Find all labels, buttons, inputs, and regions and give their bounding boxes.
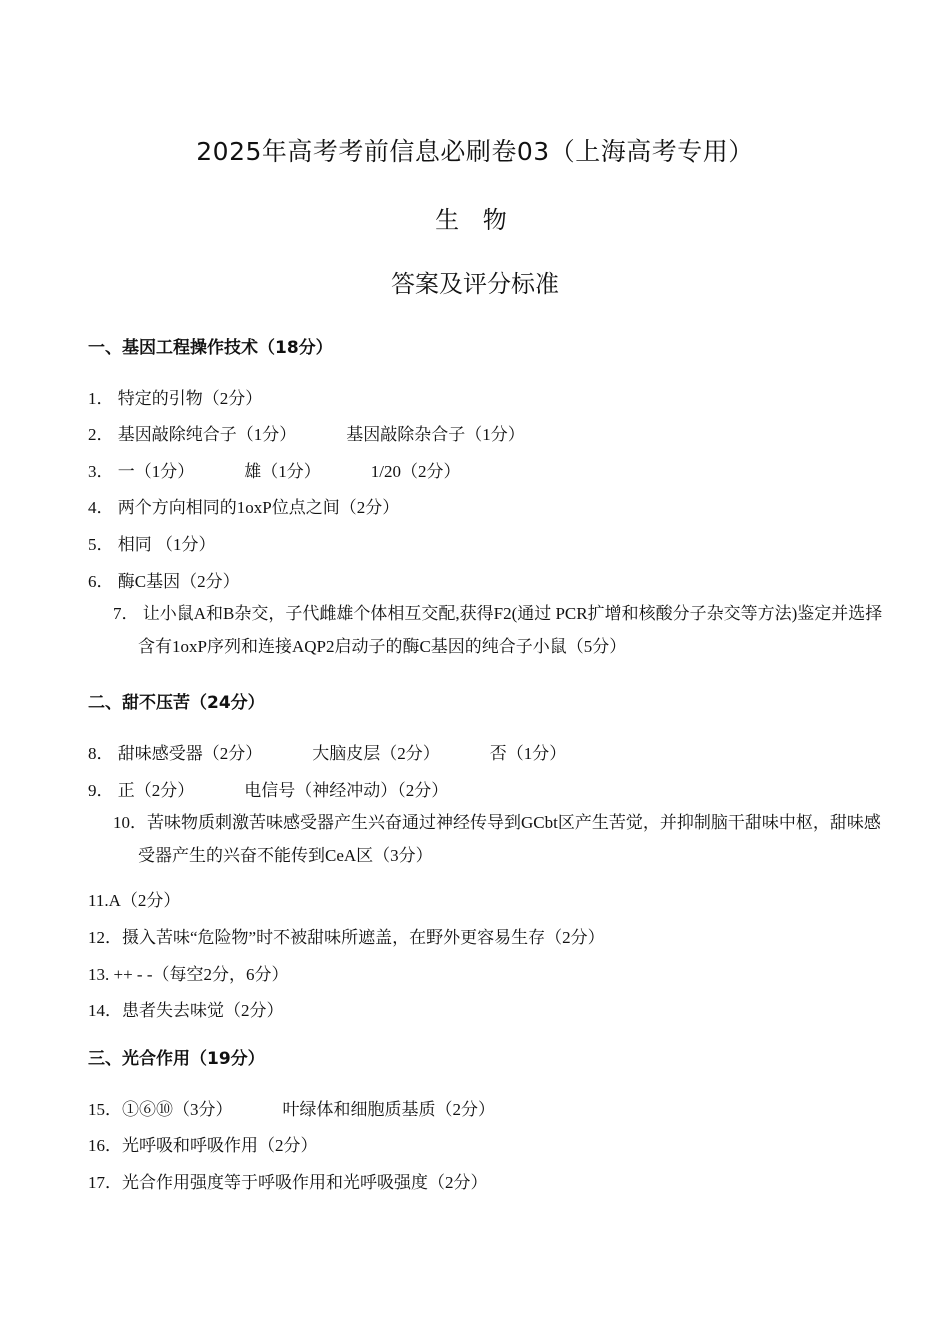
- answer-q8: [88, 739, 868, 764]
- answer-q3-part1: 3． 一（1分）: [88, 462, 195, 481]
- document-title: 2025年高考考前信息必刷卷03（上海高考专用）: [196, 137, 754, 166]
- answer-q9-part1: 9． 正（2分）: [88, 781, 195, 800]
- answer-q9-part2: 电信号（神经冲动）（2分）: [244, 781, 449, 800]
- section-heading-3: 三、光合作用（19分）: [88, 1049, 265, 1069]
- answer-q1: 1． 特定的引物（2分）: [88, 389, 263, 408]
- answer-q14: 14．患者失去味觉（2分）: [88, 1001, 284, 1020]
- answer-q12: 12．摄入苦味“危险物”时不被甜味所遮盖，在野外更容易生存（2分）: [88, 928, 605, 947]
- answer-q15-part2: 叶绿体和细胞质基质（2分）: [282, 1100, 495, 1119]
- answer-q11: 11.A（2分）: [88, 891, 181, 910]
- answer-q10: 10．苦味物质刺激苦味感受器产生兴奋通过神经传导到GCbt区产生苦觉，并抑制脑干甜味中枢，甜味感受器产生的兴奋不能传到CeA区（3分）: [113, 813, 881, 865]
- answer-q8-part3: 否（1分）: [489, 744, 567, 763]
- answer-q3: [88, 457, 868, 482]
- answer-q2-part1: 2． 基因敲除纯合子（1分）: [88, 425, 297, 444]
- answer-q16: 16．光呼吸和呼吸作用（2分）: [88, 1136, 318, 1155]
- answer-q7: 7． 让小鼠A和B杂交，子代雌雄个体相互交配,获得F2(通过 PCR扩增和核酸分子杂交等方法)鉴定并选择含有1oxP序列和连接AQP2启动子的酶C基因的纯合子小鼠（5分）: [113, 604, 883, 656]
- answer-q15: [88, 1095, 868, 1120]
- document-subtitle: 答案及评分标准: [391, 270, 559, 298]
- answer-q3-part3: 1/20（2分）: [370, 462, 461, 481]
- section-heading-2: 二、甜不压苦（24分）: [88, 693, 265, 713]
- section-heading-1: 一、基因工程操作技术（18分）: [88, 338, 333, 358]
- answer-q8-part1: 8． 甜味感受器（2分）: [88, 744, 263, 763]
- answer-q3-part2: 雄（1分）: [244, 462, 321, 481]
- answer-q15-part1: 15．①⑥⑩（3分）: [88, 1100, 233, 1119]
- answer-q13: 13. ++ - -（每空2分，6分）: [88, 965, 289, 984]
- answer-q8-part2: 大脑皮层（2分）: [312, 744, 440, 763]
- answer-q4: 4． 两个方向相同的1oxP位点之间（2分）: [88, 498, 400, 517]
- subject-heading: 生 物: [435, 206, 515, 234]
- answer-q2: [88, 420, 868, 445]
- answer-q2-part2: 基因敲除杂合子（1分）: [346, 425, 525, 444]
- answer-q9: [88, 776, 868, 801]
- answer-q5: 5． 相同 （1分）: [88, 535, 216, 554]
- answer-q17: 17．光合作用强度等于呼吸作用和光呼吸强度（2分）: [88, 1173, 488, 1192]
- answer-q6: 6． 酶C基因（2分）: [88, 572, 240, 591]
